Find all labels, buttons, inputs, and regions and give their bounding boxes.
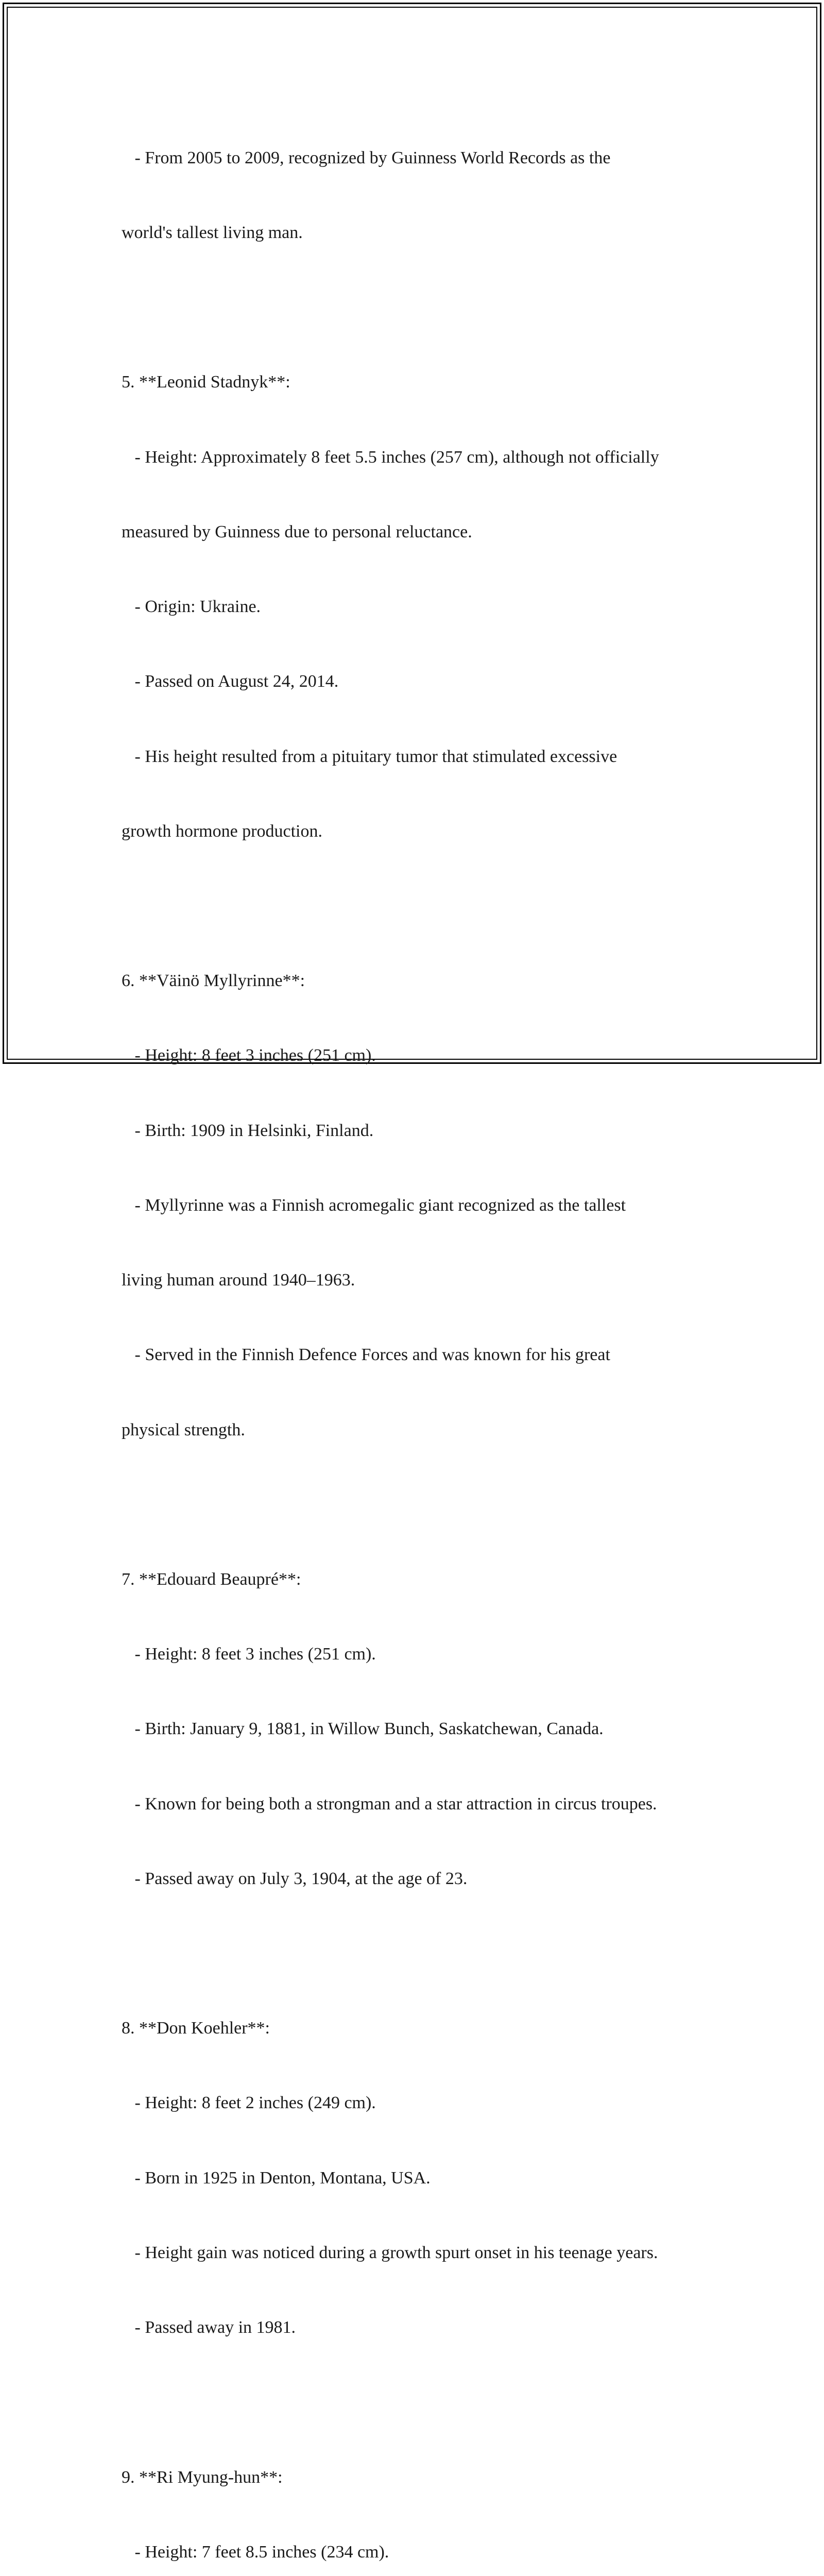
blank-line [122, 894, 729, 919]
text-line: - Height: 7 feet 8.5 inches (234 cm). [122, 2542, 389, 2562]
entry-heading: 7. **Edouard Beaupré**: [122, 1569, 301, 1589]
text-line: growth hormone production. [122, 821, 322, 841]
text-line: - Height: Approximately 8 feet 5.5 inches (257 cm), although not officially [122, 447, 659, 467]
text-line: - Height: 8 feet 3 inches (251 cm). [122, 1046, 376, 1065]
text-line: - Height gain was noticed during a growth spurt onset in his teenage years. [122, 2243, 658, 2262]
text-line: - Birth: 1909 in Helsinki, Finland. [122, 1121, 374, 1140]
text-line: - Passed away on July 3, 1904, at the age of 23. [122, 1869, 468, 1888]
entry-heading: 5. **Leonid Stadnyk**: [122, 372, 290, 392]
text-line: - Birth: January 9, 1881, in Willow Bunch, Saskatchewan, Canada. [122, 1719, 604, 1739]
text-line: - Height: 8 feet 3 inches (251 cm). [122, 1645, 376, 1664]
blank-line [122, 1941, 729, 1966]
text-line: - Served in the Finnish Defence Forces and was known for his great [122, 1345, 610, 1365]
text-line: - From 2005 to 2009, recognized by Guinness World Records as the [122, 148, 611, 167]
text-line: - His height resulted from a pituitary tumor that stimulated excessive [122, 747, 617, 766]
text-line: measured by Guinness due to personal reluctance. [122, 522, 472, 541]
text-line: - Myllyrinne was a Finnish acromegalic giant recognized as the tallest [122, 1195, 626, 1215]
text-line: - Passed away in 1981. [122, 2318, 296, 2337]
blank-line [122, 295, 729, 320]
blank-line [122, 1493, 729, 1517]
text-line: - Born in 1925 in Denton, Montana, USA. [122, 2168, 431, 2188]
blank-line [122, 2390, 729, 2415]
entry-heading: 9. **Ri Myung-hun**: [122, 2467, 283, 2487]
text-line: - Height: 8 feet 2 inches (249 cm). [122, 2093, 376, 2113]
document-body [122, 96, 729, 2576]
text-line: - Known for being both a strongman and a star attraction in circus troupes. [122, 1794, 657, 1814]
entry-heading: 6. **Väinö Myllyrinne**: [122, 971, 305, 991]
text-line: - Passed on August 24, 2014. [122, 672, 339, 691]
text-line: world's tallest living man. [122, 223, 303, 243]
text-line: physical strength. [122, 1420, 245, 1439]
text-line: - Origin: Ukraine. [122, 597, 261, 617]
text-line: living human around 1940–1963. [122, 1270, 355, 1290]
entry-heading: 8. **Don Koehler**: [122, 2019, 270, 2038]
